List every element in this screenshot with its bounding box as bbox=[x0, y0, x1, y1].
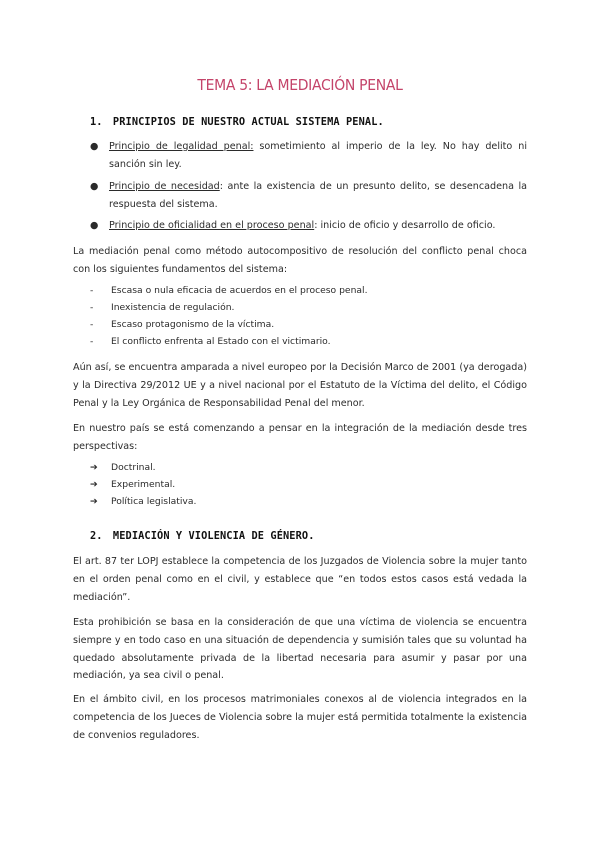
arrow-right-icon: ➔ bbox=[90, 462, 98, 473]
list-item: - El conflicto enfrenta al Estado con el victimario. bbox=[90, 333, 331, 350]
bullet-icon: ● bbox=[90, 220, 99, 231]
paragraph: Esta prohibición se basa en la consideración de que una víctima de violencia se encuentra siempre y en todo caso en una situación de dependencia y sumisión tales que su voluntad ha quedado absolutamente privada de la libertad necesaria para asumir y pasar por una mediación, ya sea civil o penal. bbox=[73, 617, 527, 682]
bullet-term: Principio de oficialidad en el proceso penal bbox=[109, 220, 315, 231]
dash-marker: - bbox=[90, 285, 94, 296]
dash-marker: - bbox=[90, 319, 94, 330]
arrow-right-icon: ➔ bbox=[90, 496, 98, 507]
bullet-icon: ● bbox=[90, 181, 99, 192]
bullet-term: Principio de legalidad penal: bbox=[109, 141, 254, 152]
section-number: 1. bbox=[90, 116, 103, 128]
paragraph: En nuestro país se está comenzando a pensar en la integración de la mediación desde tres perspectivas: bbox=[73, 423, 527, 452]
list-item: - Inexistencia de regulación. bbox=[90, 299, 234, 316]
bullet-description: : ante la existencia de un presunto delito, se desencadena la respuesta del sistema. bbox=[109, 181, 527, 210]
section-1-heading: 1. PRINCIPIOS DE NUESTRO ACTUAL SISTEMA PENAL. bbox=[90, 116, 384, 128]
paragraph: La mediación penal como método autocompositivo de resolución del conflicto penal choca con los siguientes fundamentos del sistema: bbox=[73, 246, 527, 275]
dash-marker: - bbox=[90, 302, 94, 313]
list-item: ➔ Experimental. bbox=[90, 476, 175, 493]
list-item: ➔ Doctrinal. bbox=[90, 459, 156, 476]
list-item: ➔ Política legislativa. bbox=[90, 493, 196, 510]
dash-marker: - bbox=[90, 336, 94, 347]
paragraph: En el ámbito civil, en los procesos matrimoniales conexos al de violencia integrados en la competencia de los Jueces de Violencia sobre la mujer está permitida totalmente la existencia de convenios reguladores. bbox=[73, 694, 527, 741]
bullet-term: Principio de necesidad bbox=[109, 181, 220, 192]
page-title: TEMA 5: LA MEDIACIÓN PENAL bbox=[197, 76, 403, 94]
bullet-icon: ● bbox=[90, 141, 99, 152]
arrow-right-icon: ➔ bbox=[90, 479, 98, 490]
list-item: - Escasa o nula eficacia de acuerdos en el proceso penal. bbox=[90, 282, 368, 299]
bullet-description: sometimiento al imperio de la ley. No hay delito ni sanción sin ley. bbox=[109, 141, 527, 170]
section-title: MEDIACIÓN Y VIOLENCIA DE GÉNERO bbox=[112, 530, 309, 542]
paragraph: El art. 87 ter LOPJ establece la competencia de los Juzgados de Violencia sobre la mujer tanto en el orden penal como en el civil, y establece que “en todos estos casos está vedada la mediación”. bbox=[73, 556, 527, 603]
bullet-description: : inicio de oficio y desarrollo de oficio. bbox=[314, 220, 496, 231]
list-item: - Escaso protagonismo de la víctima. bbox=[90, 316, 274, 333]
section-title: PRINCIPIOS DE NUESTRO ACTUAL SISTEMA PENAL bbox=[112, 116, 378, 128]
section-number: 2. bbox=[90, 530, 103, 542]
section-2-heading: 2. MEDIACIÓN Y VIOLENCIA DE GÉNERO. bbox=[90, 530, 315, 542]
paragraph: Aún así, se encuentra amparada a nivel europeo por la Decisión Marco de 2001 (ya derogada) y la Directiva 29/2012 UE y a nivel nacional por el Estatuto de la Víctima del delito, el Código Penal y la Ley Orgánica de Responsabilidad Penal del menor. bbox=[73, 362, 527, 409]
